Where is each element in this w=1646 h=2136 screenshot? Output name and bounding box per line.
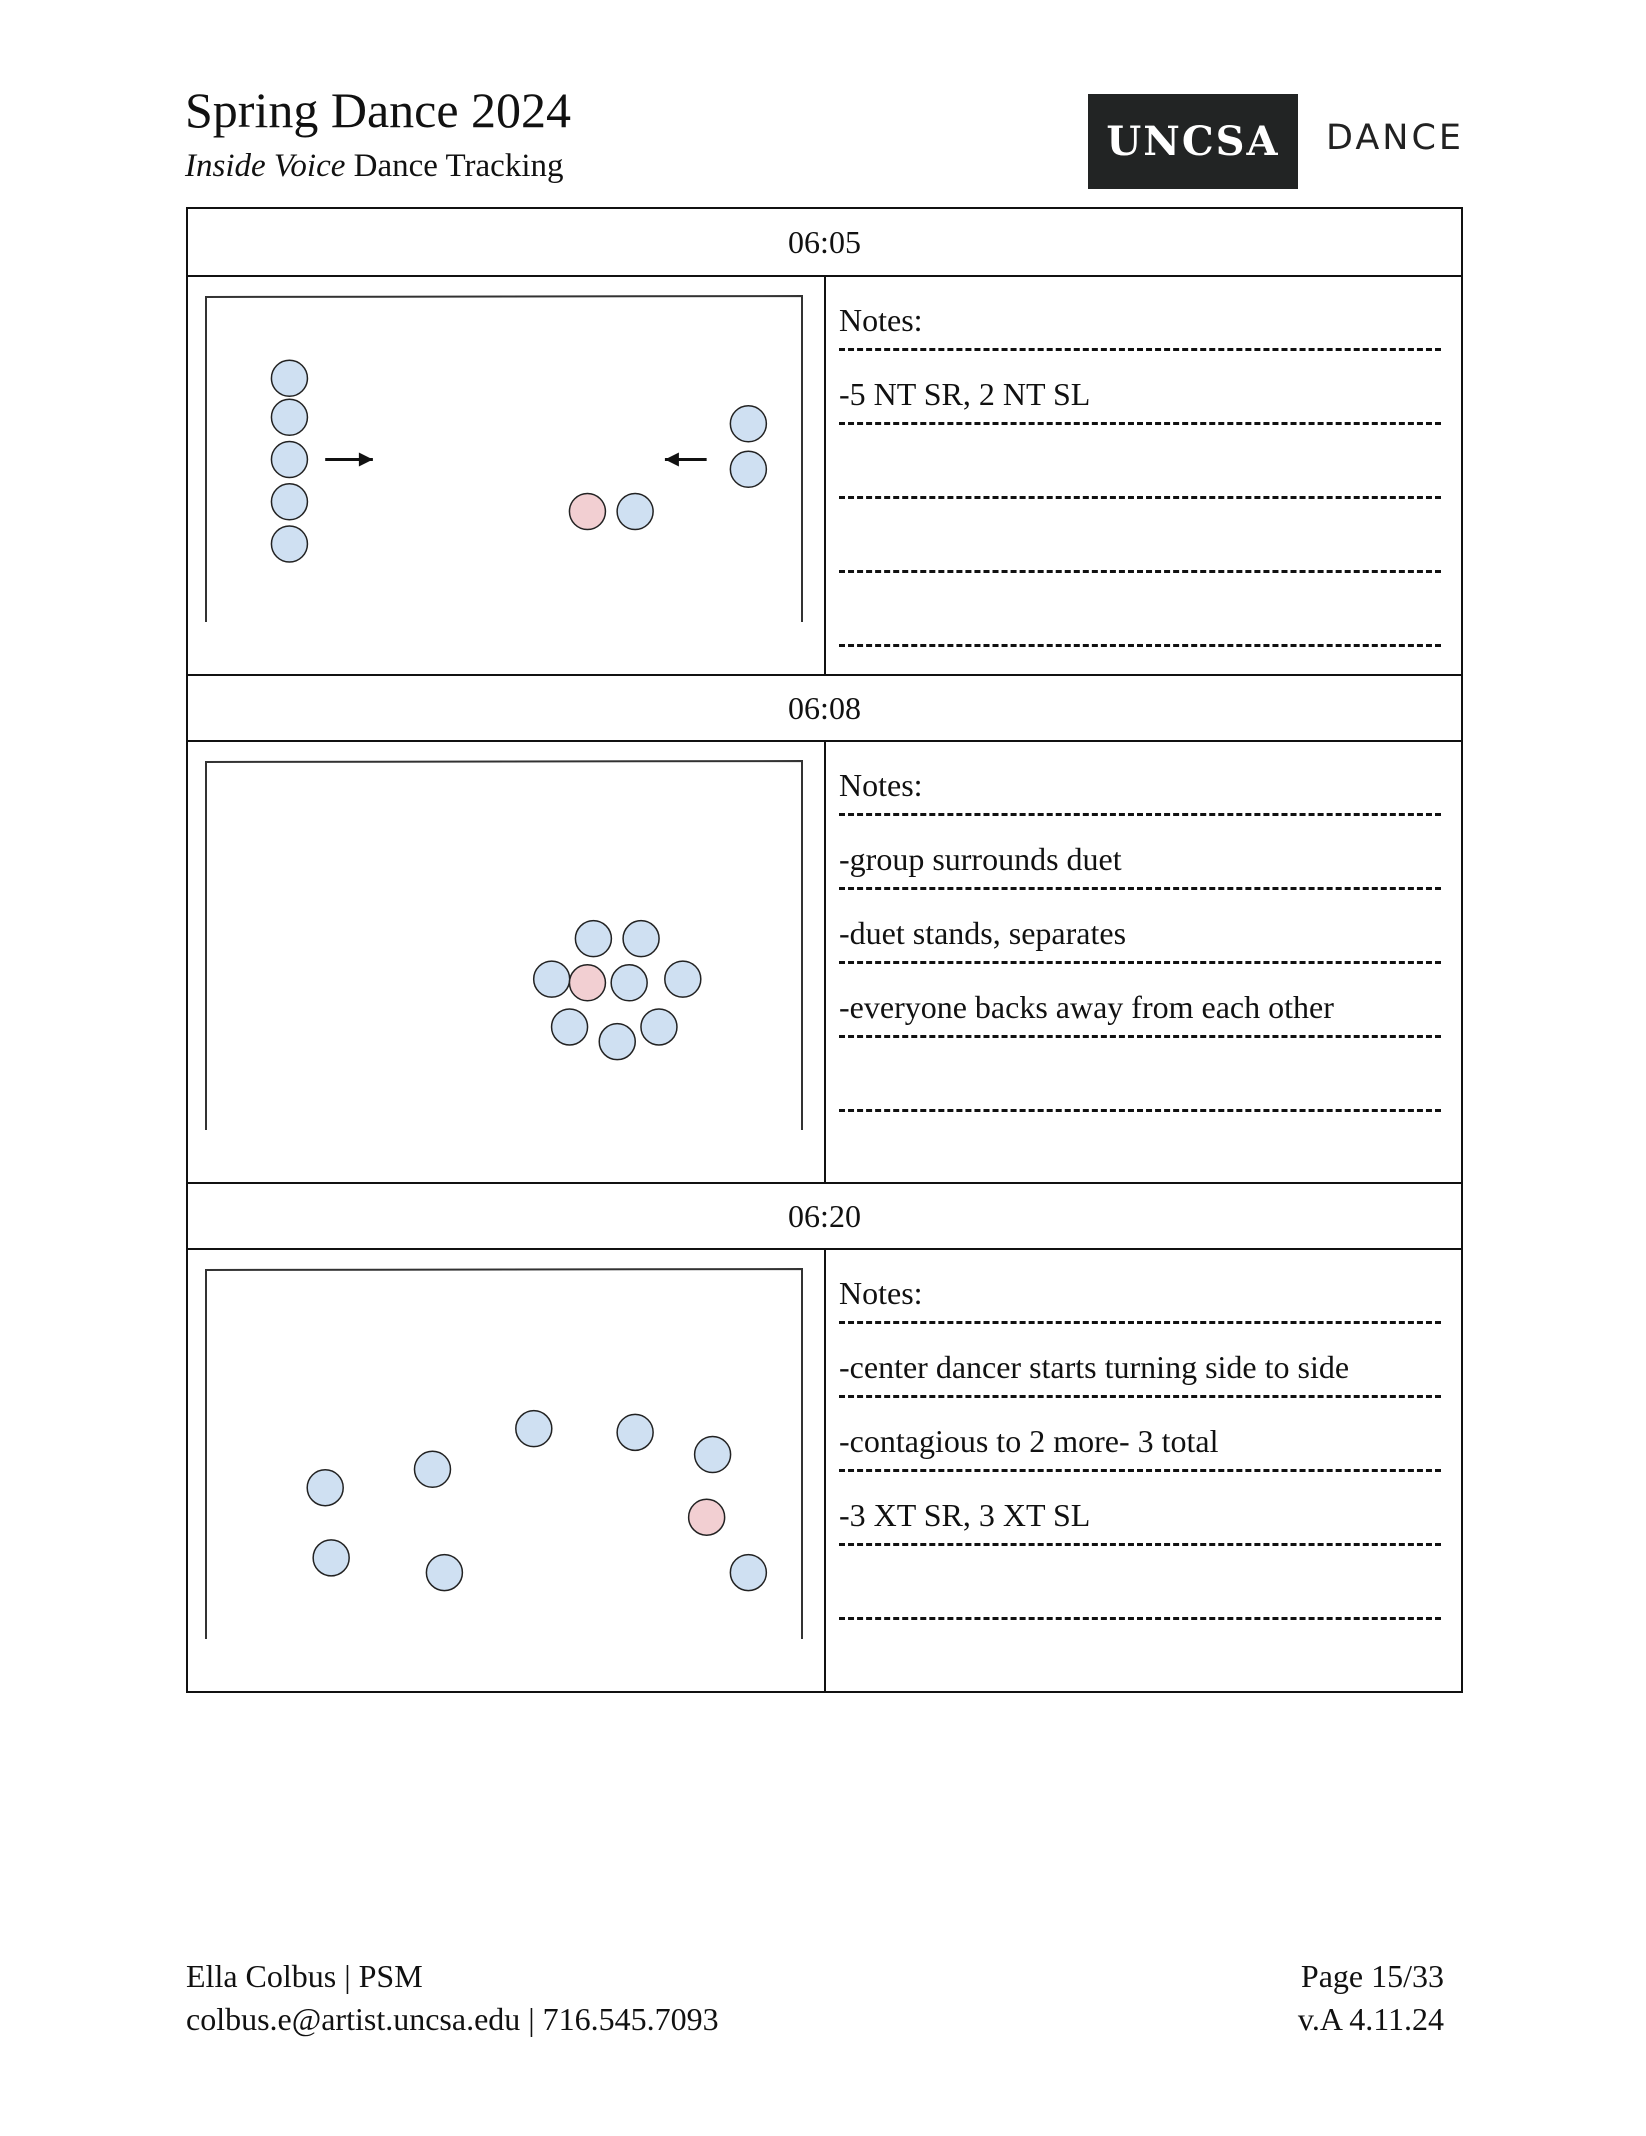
dancer-marker — [271, 526, 307, 562]
note-line — [839, 351, 1441, 425]
time-header: 06:20 — [188, 1182, 1461, 1250]
note-line — [839, 573, 1441, 647]
dancer-marker — [307, 1470, 343, 1506]
notes-cell — [826, 277, 1461, 674]
note-text: -group surrounds duet — [839, 841, 1122, 877]
note-line — [839, 1324, 1441, 1398]
stage-diagram — [188, 1250, 826, 1691]
dancer-marker — [271, 484, 307, 520]
notes-label: Notes: — [839, 302, 923, 338]
notes-cell — [826, 1250, 1461, 1691]
dancer-marker — [313, 1540, 349, 1576]
notes-rule — [839, 1617, 1441, 1620]
notes-label-row — [839, 277, 1441, 351]
contact-line: colbus.e@artist.uncsa.edu | 716.545.7093 — [186, 2001, 719, 2037]
logo-text: UNCSA — [1106, 118, 1280, 165]
arrow-head-icon — [665, 453, 679, 467]
notes-label: Notes: — [839, 1275, 923, 1311]
note-line — [839, 816, 1441, 890]
note-text: -contagious to 2 more- 3 total — [839, 1423, 1219, 1459]
stage-diagram — [188, 742, 826, 1182]
arrow-head-icon — [359, 453, 373, 467]
dancer-marker — [271, 442, 307, 478]
note-line — [839, 1546, 1441, 1620]
dancer-marker — [534, 961, 570, 997]
note-line — [839, 1398, 1441, 1472]
note-text: -everyone backs away from each other — [839, 989, 1334, 1025]
piece-title: Inside Voice — [185, 148, 346, 184]
logo-department: DANCE — [1326, 118, 1465, 158]
stage-map — [188, 277, 824, 672]
dancer-marker — [611, 965, 647, 1001]
note-line — [839, 1038, 1441, 1112]
dancer-marker — [695, 1437, 731, 1473]
notes-label-row — [839, 1250, 1441, 1324]
notes-label-row — [839, 742, 1441, 816]
document-title: Spring Dance 2024 — [185, 82, 572, 138]
time-header: 06:05 — [188, 209, 1461, 277]
author-line: Ella Colbus | PSM — [186, 1958, 423, 1994]
notes-cell — [826, 742, 1461, 1182]
note-text: -5 NT SR, 2 NT SL — [839, 376, 1091, 412]
dancer-marker — [730, 1555, 766, 1591]
note-text: -duet stands, separates — [839, 915, 1127, 951]
note-text: -center dancer starts turning side to side — [839, 1349, 1350, 1385]
dancer-marker — [599, 1024, 635, 1060]
dancer-marker — [617, 1414, 653, 1450]
dancer-marker — [516, 1411, 552, 1447]
version-label: v.A 4.11.24 — [1297, 2001, 1444, 2037]
dancer-marker — [271, 360, 307, 396]
tracking-table — [186, 207, 1463, 1693]
note-line — [839, 1472, 1441, 1546]
dancer-marker — [730, 406, 766, 442]
stage-map — [188, 1250, 824, 1689]
notes-label: Notes: — [839, 767, 923, 803]
stage-diagram — [188, 277, 826, 674]
notes-rule — [839, 644, 1441, 647]
lead-dancer-marker — [569, 494, 605, 530]
dancer-marker — [730, 451, 766, 487]
dancer-marker — [414, 1451, 450, 1487]
dancer-marker — [575, 921, 611, 957]
dancer-marker — [623, 921, 659, 957]
dancer-marker — [617, 494, 653, 530]
page-number: Page 15/33 — [1300, 1958, 1444, 1994]
footer-contact — [186, 1955, 719, 2041]
note-line — [839, 499, 1441, 573]
uncsa-logo — [1088, 94, 1298, 189]
stage-map — [188, 742, 824, 1180]
document-subtitle — [185, 146, 564, 186]
note-line — [839, 425, 1441, 499]
stage-outline — [206, 761, 802, 1130]
dancer-marker — [552, 1009, 588, 1045]
dancer-marker — [641, 1009, 677, 1045]
subtitle-rest: Dance Tracking — [353, 148, 564, 184]
dancer-marker — [271, 399, 307, 435]
lead-dancer-marker — [569, 965, 605, 1001]
time-header: 06:08 — [188, 674, 1461, 742]
dancer-marker — [665, 961, 701, 997]
note-text: -3 XT SR, 3 XT SL — [839, 1497, 1091, 1533]
footer-meta — [1298, 1955, 1444, 2041]
note-line — [839, 964, 1441, 1038]
dancer-marker — [426, 1555, 462, 1591]
note-line — [839, 890, 1441, 964]
notes-rule — [839, 1109, 1441, 1112]
lead-dancer-marker — [689, 1499, 725, 1535]
